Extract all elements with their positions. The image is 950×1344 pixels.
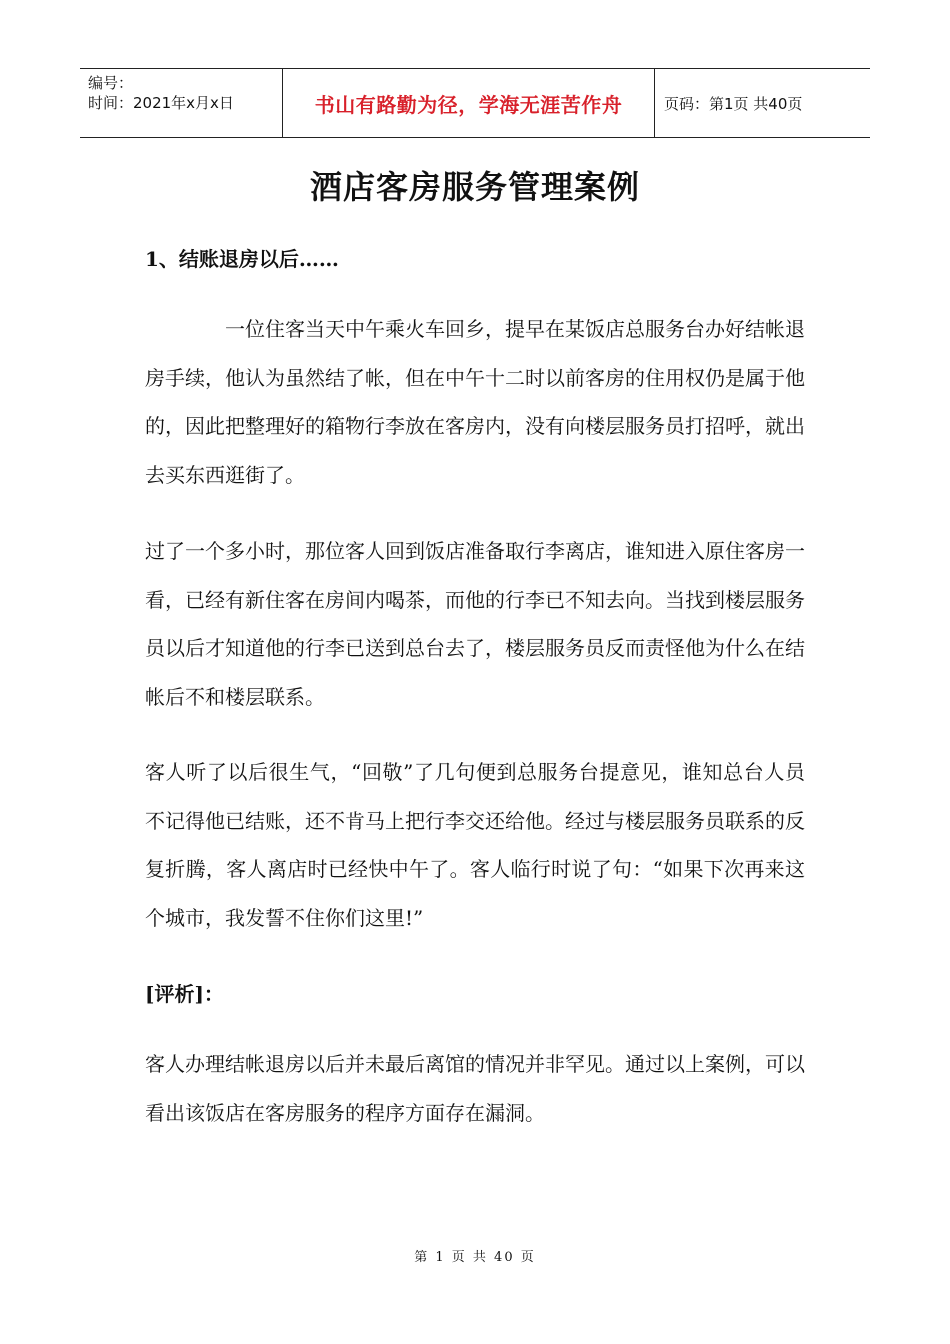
evaluation-heading: [评析]： (145, 982, 224, 1006)
header-meta (80, 69, 282, 137)
page-footer: 第 1 页 共 40 页 (414, 1250, 536, 1265)
header-page-info: 页码：第1页 共40页 (664, 94, 803, 113)
evaluation-paragraph: 客人办理结帐退房以后并未最后离馆的情况并非罕见。通过以上案例，可以看出该饭店在客房服务的程序方面存在漏洞。 (145, 1052, 805, 1125)
document-header (80, 68, 870, 138)
section-heading: 1、结账退房以后…… (145, 247, 339, 271)
date-label: 时间：2021年x月x日 (88, 94, 234, 112)
paragraph-1 (145, 305, 805, 499)
paragraph-3: 客人听了以后很生气，“回敬”了几句便到总服务台提意见，谁知总台人员不记得他已结账，还不肯马上把行李交还给他。经过与楼层服务员联系的反复折腾，客人离店时已经快中午了。客人临行时说了句：“如果下次再来这个城市，我发誓不住你们这里!” (145, 760, 805, 930)
paragraph-2: 过了一个多小时，那位客人回到饭店准备取行李离店，谁知进入原住客房一看，已经有新住客在房间内喝茶，而他的行李已不知去向。当找到楼层服务员以后才知道他的行李已送到总台去了，楼层服务员反而责怪他为什么在结帐后不和楼层联系。 (145, 539, 805, 709)
paragraph-1-text: 一位住客当天中午乘火车回乡，提早在某饭店总服务台办好结帐退房手续，他认为虽然结了帐，但在中午十二时以前客房的住用权仍是属于他的，因此把整理好的箱物行李放在客房内，没有向楼层服务员打招呼，就出去买东西逛街了。 (145, 317, 805, 487)
header-motto: 书山有路勤为径，学海无涯苦作舟 (282, 69, 655, 137)
document-title: 酒店客房服务管理案例 (309, 168, 640, 206)
serial-number-label: 编号： (88, 74, 134, 92)
